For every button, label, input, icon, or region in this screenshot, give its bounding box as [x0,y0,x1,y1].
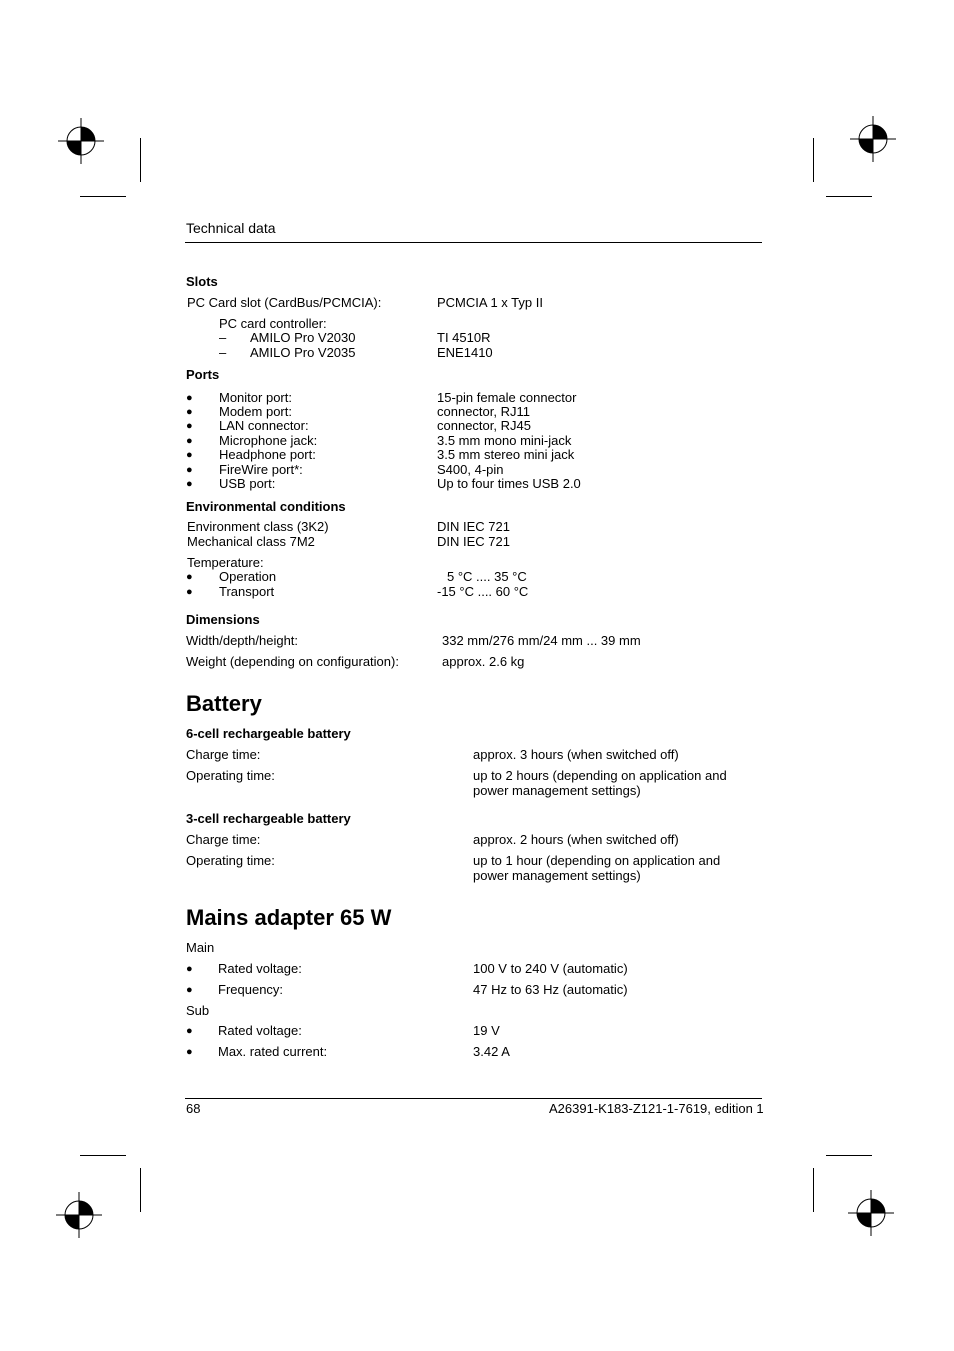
spec-label: Operation [219,569,277,584]
crop-line [140,138,141,182]
spec-value: up to 2 hours (depending on application and [473,768,727,783]
spec-label: Rated voltage: [218,1023,302,1038]
spec-value: approx. 3 hours (when switched off) [473,747,679,762]
spec-label: Weight (depending on configuration): [186,654,399,669]
crop-line [80,1155,126,1156]
spec-label: Max. rated current: [218,1044,328,1059]
spec-value: ENE1410 [437,345,493,360]
spec-label: Charge time: [186,747,261,762]
spec-value: 100 V to 240 V (automatic) [473,961,628,976]
bullet-icon: ● [186,586,193,598]
spec-label: Modem port: [219,404,292,419]
bullet-icon: ● [186,1046,193,1058]
spec-value: 47 Hz to 63 Hz (automatic) [473,982,628,997]
registration-mark-icon [56,1192,102,1238]
spec-value: connector, RJ11 [437,404,530,419]
spec-value: 15-pin female connector [437,390,577,405]
spec-value: 3.42 A [473,1044,510,1059]
spec-label: Rated voltage: [218,961,302,976]
document-id: A26391-K183-Z121-1-7619, edition 1 [549,1101,764,1116]
spec-value: power management settings) [473,868,641,883]
registration-mark-icon [58,118,104,164]
spec-value: power management settings) [473,783,641,798]
spec-label: LAN connector: [219,418,309,433]
spec-value: 332 mm/276 mm/24 mm ... 39 mm [442,633,641,648]
bullet-icon: ● [186,392,193,404]
spec-label: Headphone port: [219,447,316,462]
list-dash: – [219,330,227,345]
crop-line [140,1168,141,1212]
footer-rule [185,1098,762,1099]
spec-value: 19 V [473,1023,500,1038]
section-heading-dimensions: Dimensions [186,612,260,627]
spec-label: AMILO Pro V2035 [250,345,356,360]
spec-label: Microphone jack: [219,433,318,448]
running-header: Technical data [186,220,276,236]
bullet-icon: ● [186,1025,193,1037]
spec-label: Operating time: [186,853,275,868]
bullet-icon: ● [186,571,193,583]
page-number: 68 [186,1101,201,1116]
spec-value: 3.5 mm mono mini-jack [437,433,572,448]
spec-value: DIN IEC 721 [437,519,510,534]
spec-label: Mechanical class 7M2 [187,534,315,549]
spec-label: Temperature: [187,555,264,570]
section-title-mains-adapter: Mains adapter 65 W [186,905,392,930]
header-rule [185,242,762,243]
section-title-battery: Battery [186,691,262,716]
spec-label: Operating time: [186,768,275,783]
subsection-heading: 6-cell rechargeable battery [186,726,351,741]
spec-value: approx. 2 hours (when switched off) [473,832,679,847]
spec-label: Charge time: [186,832,261,847]
spec-label: Monitor port: [219,390,292,405]
spec-value: PCMCIA 1 x Typ II [437,295,543,310]
spec-label: PC card controller: [219,316,327,331]
spec-label: FireWire port*: [219,462,303,477]
list-dash: – [219,345,227,360]
spec-label: Sub [186,1003,210,1018]
spec-label: AMILO Pro V2030 [250,330,356,345]
registration-mark-icon [848,1190,894,1236]
spec-label: Environment class (3K2) [187,519,329,534]
section-heading-slots: Slots [186,274,218,289]
spec-value: -15 °C .... 60 °C [437,584,529,599]
crop-line [813,138,814,182]
spec-value: S400, 4-pin [437,462,504,477]
bullet-icon: ● [186,435,193,447]
spec-value: TI 4510R [437,330,491,345]
bullet-icon: ● [186,420,193,432]
spec-value: Up to four times USB 2.0 [437,476,581,491]
section-heading-ports: Ports [186,367,220,382]
spec-label: Transport [219,584,275,599]
bullet-icon: ● [186,963,193,975]
subsection-heading: 3-cell rechargeable battery [186,811,351,826]
spec-label: USB port: [219,476,276,491]
crop-line [826,1155,872,1156]
spec-value: approx. 2.6 kg [442,654,525,669]
spec-value: connector, RJ45 [437,418,531,433]
spec-value: up to 1 hour (depending on application and [473,853,721,868]
spec-label: Width/depth/height: [186,633,299,648]
crop-line [80,196,126,197]
spec-value: 5 °C .... 35 °C [447,569,527,584]
spec-label: PC Card slot (CardBus/PCMCIA): [187,295,382,310]
bullet-icon: ● [186,464,193,476]
registration-mark-icon [850,116,896,162]
bullet-icon: ● [186,478,193,490]
spec-label: Main [186,940,215,955]
crop-line [813,1168,814,1212]
spec-value: DIN IEC 721 [437,534,510,549]
bullet-icon: ● [186,449,193,461]
section-heading-environment: Environmental conditions [186,499,346,514]
crop-line [826,196,872,197]
spec-label: Frequency: [218,982,284,997]
spec-value: 3.5 mm stereo mini jack [437,447,575,462]
bullet-icon: ● [186,406,193,418]
bullet-icon: ● [186,984,193,996]
